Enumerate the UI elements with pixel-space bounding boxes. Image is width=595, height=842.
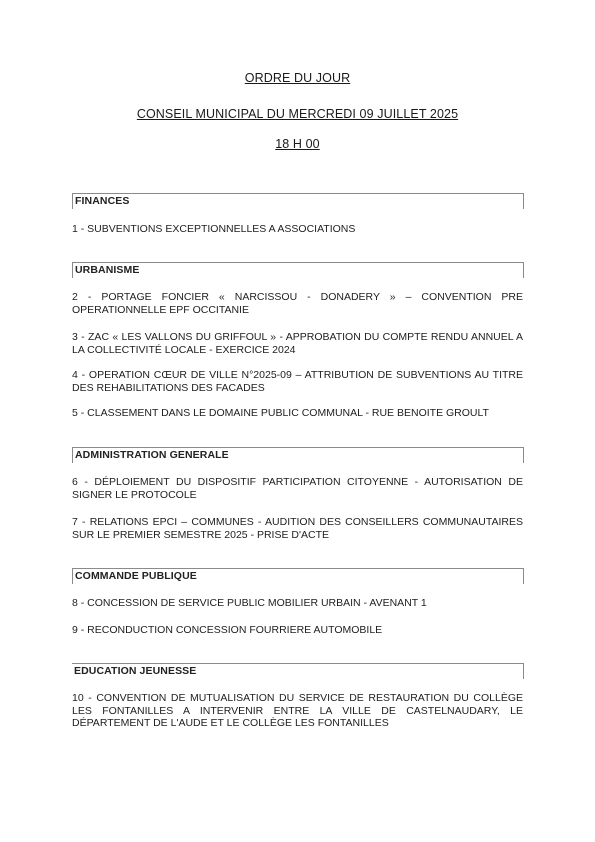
agenda-item-3: 3 - ZAC « LES VALLONS DU GRIFFOUL » - APPROBATION DU COMPTE RENDU ANNUEL A LA COLLECTIVITÉ LOCALE - EXERCICE 2024 bbox=[72, 331, 523, 356]
section-label: ADMINISTRATION GENERALE bbox=[75, 449, 229, 461]
agenda-item-7: 7 - RELATIONS EPCI – COMMUNES - AUDITION DES CONSEILLERS COMMUNAUTAIRES SUR LE PREMIER SEMESTRE 2025 - PRISE D'ACTE bbox=[72, 516, 523, 541]
section-header-commande-publique bbox=[72, 568, 524, 584]
section-header-administration-generale bbox=[72, 447, 524, 463]
agenda-item-5: 5 - CLASSEMENT DANS LE DOMAINE PUBLIC COMMUNAL - RUE BENOITE GROULT bbox=[72, 407, 489, 419]
agenda-item-4: 4 - OPERATION CŒUR DE VILLE N°2025-09 – ATTRIBUTION DE SUBVENTIONS AU TITRE DES REHABILITATIONS DES FACADES bbox=[72, 369, 523, 394]
section-label: EDUCATION JEUNESSE bbox=[74, 665, 197, 677]
section-header-education-jeunesse bbox=[72, 663, 524, 679]
section-header-finances bbox=[72, 193, 524, 209]
meeting-subtitle: CONSEIL MUNICIPAL DU MERCREDI 09 JUILLET 2025 bbox=[136, 107, 459, 121]
agenda-item-8: 8 - CONCESSION DE SERVICE PUBLIC MOBILIER URBAIN - AVENANT 1 bbox=[72, 597, 427, 609]
section-label: FINANCES bbox=[75, 195, 130, 207]
agenda-item-6: 6 - DÉPLOIEMENT DU DISPOSITIF PARTICIPATION CITOYENNE - AUTORISATION DE SIGNER LE PROTOCOLE bbox=[72, 476, 523, 501]
meeting-time: 18 H 00 bbox=[275, 137, 320, 151]
section-label: URBANISME bbox=[75, 264, 140, 276]
agenda-item-2: 2 - PORTAGE FONCIER « NARCISSOU - DONADERY » – CONVENTION PRE OPERATIONNELLE EPF OCCITANIE bbox=[72, 291, 523, 316]
document-title: ORDRE DU JOUR bbox=[244, 71, 351, 85]
section-label: COMMANDE PUBLIQUE bbox=[75, 570, 197, 582]
section-header-urbanisme bbox=[72, 262, 524, 278]
agenda-item-10: 10 - CONVENTION DE MUTUALISATION DU SERVICE DE RESTAURATION DU COLLÈGE LES FONTANILLES A INTERVENIR ENTRE LA VILLE DE CASTELNAUDARY, LE DÉPARTEMENT DE L'AUDE ET LE COLLÈGE LES FONTANILLES bbox=[72, 692, 523, 729]
agenda-item-1: 1 - SUBVENTIONS EXCEPTIONNELLES A ASSOCIATIONS bbox=[72, 223, 356, 235]
agenda-item-9: 9 - RECONDUCTION CONCESSION FOURRIERE AUTOMOBILE bbox=[72, 624, 383, 636]
